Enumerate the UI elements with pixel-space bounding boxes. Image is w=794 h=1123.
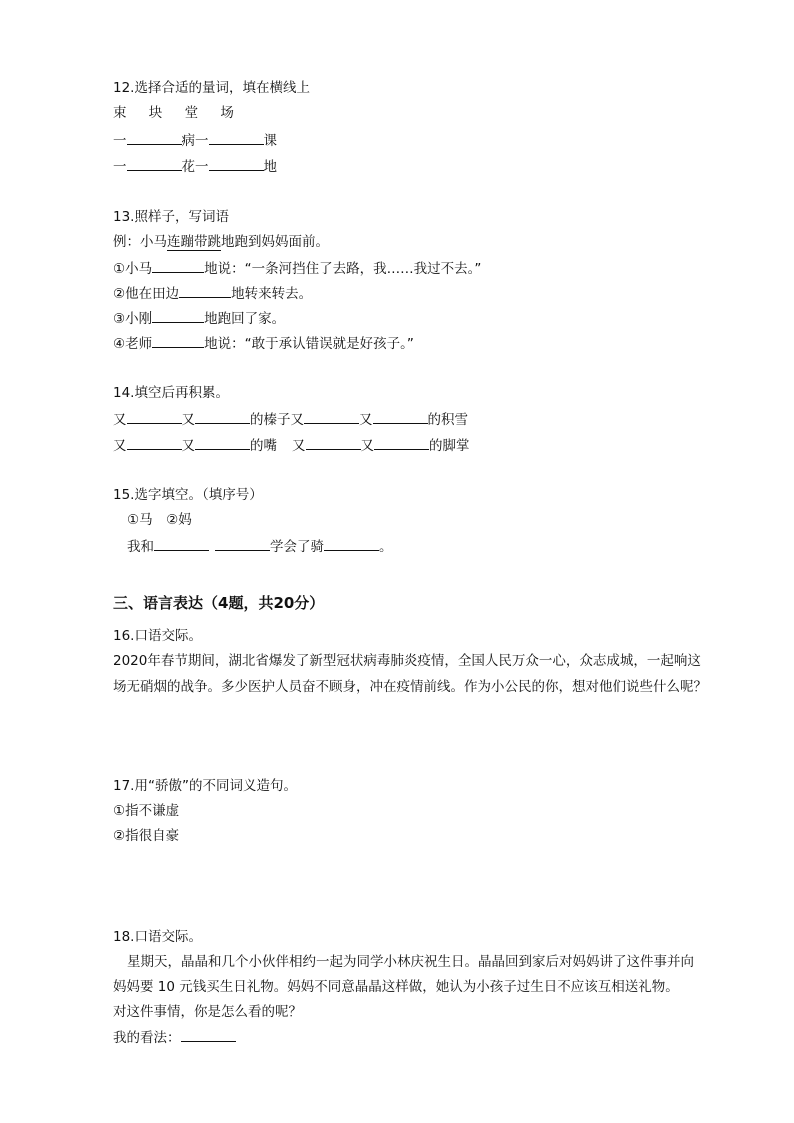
q12-row-1 [113,130,277,151]
answer-blank[interactable] [209,130,264,145]
answer-blank[interactable] [209,156,264,171]
q12-option: 场 [220,105,234,121]
q12-option: 堂 [184,105,199,121]
answer-blank[interactable] [181,1027,236,1042]
q14-text: 的榛子又 [250,412,304,428]
q18-body-line: 星期天，晶晶和几个小伙伴相约一起为同学小林庆祝生日。晶晶回到家后对妈妈讲了这件事并向 [127,954,694,970]
q12-row1-prefix: 一 [113,133,127,149]
q12-row1-mid: 病一 [181,133,209,149]
answer-blank[interactable] [374,435,429,450]
q13-item-suffix: 地跑回了家。 [204,311,286,327]
answer-blank[interactable] [127,435,182,450]
q16-body-line: 场无硝烟的战争。多少医护人员奋不顾身，冲在疫情前线。作为小公民的你，想对他们说些什么呢？ [113,679,707,695]
q13-item-prefix: ④老师 [113,336,153,352]
q13-example-prefix: 例：小马 [113,234,167,250]
q13-item-suffix: 地说：“一条河挡住了去路，我……我过不去。” [204,261,482,277]
answer-blank[interactable] [195,409,250,424]
answer-blank[interactable] [306,435,361,450]
q17-title: 17.用“骄傲”的不同词义造句。 [113,778,297,794]
q17-item: ①指不谦虚 [113,803,180,819]
q14-text: 又 [360,438,374,454]
q18-body-line: 对这件事情，你是怎么看的呢？ [113,1004,302,1020]
q13-item-4 [113,333,414,354]
q14-title: 14.填空后再积累。 [113,385,229,401]
answer-blank[interactable] [152,258,204,273]
q14-text: 的嘴 [250,438,277,454]
answer-blank[interactable] [127,409,182,424]
q15-text: 学会了骑 [270,539,324,555]
q16-title: 16.口语交际。 [113,628,202,644]
q13-example-suffix: 地跑到妈妈面前。 [221,234,329,250]
q13-item-prefix: ①小马 [113,261,153,277]
q13-example [113,232,329,252]
q15-text: 我和 [127,539,154,555]
q13-example-word: 连蹦带跳 [167,234,221,250]
q14-text: 的积雪 [427,412,468,428]
q14-text: 的脚掌 [429,438,470,454]
answer-blank[interactable] [304,409,359,424]
q15-options: ①马 ②妈 [127,512,192,528]
q12-option: 束 [113,105,127,121]
q13-item-3 [113,308,285,329]
q13-title: 13.照样子，写词语 [113,209,229,225]
q13-item-1 [113,258,481,279]
q12-options [113,103,234,123]
answer-blank[interactable] [152,333,204,348]
q15-sentence [127,536,393,557]
answer-blank[interactable] [373,409,428,424]
q17-item: ②指很自豪 [113,828,180,844]
answer-blank[interactable] [215,536,270,551]
q14-text: 又 [113,438,127,454]
answer-blank[interactable] [179,283,231,298]
q18-body-line: 妈妈要 10 元钱买生日礼物。妈妈不同意晶晶这样做，她认为小孩子过生日不应该互相送礼物。 [113,979,679,995]
answer-blank[interactable] [154,536,209,551]
answer-blank[interactable] [152,308,204,323]
q12-row2-mid: 花一 [181,159,209,175]
answer-blank[interactable] [127,130,182,145]
q14-row-2 [113,435,470,456]
q14-text: 又 [181,412,195,428]
answer-blank[interactable] [324,536,379,551]
q12-title: 12.选择合适的量词，填在横线上 [113,80,310,96]
q12-row1-suffix: 课 [263,133,277,149]
q18-answer-row [113,1027,236,1048]
q14-text: 又 [113,412,127,428]
q15-text: 。 [379,539,393,555]
q14-row-1 [113,409,468,430]
q18-answer-label: 我的看法： [113,1030,181,1046]
q14-text: 又 [292,438,306,454]
q12-row2-suffix: 地 [263,159,277,175]
answer-blank[interactable] [127,156,182,171]
q13-item-2 [113,283,312,304]
q14-text: 又 [359,412,373,428]
q13-item-suffix: 地转来转去。 [231,286,313,302]
q13-item-prefix: ③小刚 [113,311,153,327]
q18-title: 18.口语交际。 [113,929,202,945]
q12-option: 块 [148,105,163,121]
q15-title: 15.选字填空。（填序号） [113,487,263,503]
answer-blank[interactable] [195,435,250,450]
q12-row2-prefix: 一 [113,159,127,175]
q13-item-prefix: ②他在田边 [113,286,180,302]
q13-item-suffix: 地说：“敢于承认错误就是好孩子。” [204,336,414,352]
q16-body-line: 2020年春节期间，湖北省爆发了新型冠状病毒肺炎疫情，全国人民万众一心，众志成城，一起响这 [113,653,701,669]
q14-text: 又 [181,438,195,454]
q12-row-2 [113,156,277,177]
section-heading: 三、语言表达（4题，共20分） [113,594,325,612]
